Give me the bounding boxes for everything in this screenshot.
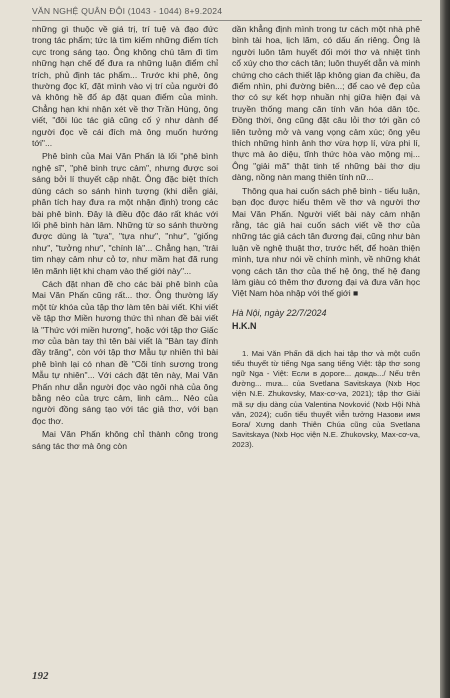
- body-paragraph: Phê bình của Mai Văn Phấn là lối "phê bình nghệ sĩ", "phê bình trực cảm", nhưng được soi sáng bởi lí thuyết cập nhật. Ông đặc biệt thích dùng cách so sánh hình tượng (khi diễn giải, phân tích hay đưa ra một nhận định) trong các bài phê bình. Đây là điều độc đáo rất khác với lối phê bình hàn lâm. Những từ so sánh thường được dùng là "tựa", "tựa như", "như", "giống như", "tưởng như", "chính là"... Chẳng hạn, "trải tim nhạy cảm như cỏ tơ, như mầm hạt đã rung lên mãnh liệt khi chạm vào thế giới này"...: [32, 151, 218, 276]
- page-number: 192: [32, 670, 49, 682]
- page-edge-shadow: [440, 0, 450, 698]
- body-paragraph: Mai Văn Phấn không chỉ thành công trong sáng tác thơ mà ông còn: [32, 429, 218, 451]
- left-column: [32, 24, 218, 454]
- body-paragraph: những gì thuộc về giá trị, trí tuệ và đạo đức trong tác phẩm; tức là tìm kiếm những điểm tích cực trong sáng tạo. Ông không chú tâm đi tìm những hạn chế để đưa ra những luận điểm chỉ trích, phủ định tác phẩm... Trước khi phê, ông thường đọc kĩ, đặt mình vào vị trí của người đó và không hề đổ áp đặt quan điểm của mình. Chẳng hạn khi nhận xét về thơ Trần Hùng, ông viết, "đôi lúc tác giả cũng cố ý như dành để người đọc về cái đích mà ông muốn hướng tới"...: [32, 24, 218, 149]
- running-header: VĂN NGHỆ QUÂN ĐỘI (1043 - 1044) 8+9.2024: [32, 6, 223, 16]
- right-column: [232, 24, 420, 453]
- body-paragraph: Thông qua hai cuốn sách phê bình - tiểu luận, bạn đọc được hiểu thêm về thơ và người thơ Mai Văn Phấn. Người viết bài này cảm nhận rằng, tác giả hai cuốn sách viết về thơ của những tác giả cách tân đương đại, cũng như bàn luận về nghệ thuật thơ, trước hết, để hoàn thiện mình, tựa như nói về chính mình, về những khát vọng cách tân thơ của thế hệ ông, thế hệ đang làm giàu có thêm thơ đương đại và đưa văn học Việt Nam hòa nhập với thế giới ■: [232, 185, 420, 299]
- signature-date: Hà Nội, ngày 22/7/2024: [232, 307, 327, 318]
- body-paragraph: Cách đặt nhan đề cho các bài phê bình của Mai Văn Phấn cũng rất... thơ. Ông thường lấy một từ khóa của tập thơ làm tên bài viết. Khi viết về tập thơ Miền hương thức thì nhan đề bài viết là "Thức với miền hương", hoặc với tập thơ Giấc mơ của bàn tay thì tên bài viết là "Bàn tay đính đầy trăng", còn với tập thơ Mẫu tự nhiên thì bài phê bình lại có nhan đề "Cõi tính sương trong Mẫu tự nhiên"... Với cách đặt tên này, Mai Văn Phấn như dẫn người đọc vào ngôi nhà của ông bằng nẻo của trực cảm, linh cảm... Nẻo của người đồng sáng tạo với tác giả thơ, với bạn đọc thơ.: [32, 278, 218, 426]
- signature-author: H.K.N: [232, 321, 257, 332]
- body-paragraph: dần khẳng định mình trong tư cách một nhà phê bình tài hoa, lịch lãm, có dấu ấn riêng. Ông là người luôn tâm huyết đối mới thơ và nhiệt tình cổ xúy cho thơ cách tân; luôn thuyết dẫn và minh chứng cho cách thiết lập không gian đa chiều, đa điểm nhìn, phi đường biên...; để cao vẻ đẹp của thơ có sự kết hợp nhuần nhị giữa hiện đại và truyền thống mang căn tính văn hóa dân tộc. Đồng thời, ông cũng đặt câu lỏi thơ tới gần có liên tưởng mở và vang vọng cảm xúc; ông yêu thích những hình ảnh thơ vừa hợp lí, vừa phi lí, thực mà ảo diệu, tĩnh thức hòa vào mộng mị... Ông "giải mã" thật tinh tế những bài thơ dịu dàng, nồng nàn mang thiên tính nữ...: [232, 24, 420, 183]
- footnote: 1. Mai Văn Phấn đã dịch hai tập thơ và một cuốn tiểu thuyết từ tiếng Nga sang tiếng Việt: tập thơ song ngữ Nga - Việt: Если в дороге... дождь.../ Nếu trên đường... mưa... của Svetlana Savitskaya (Nxb Học viện N.E. Zhukovsky, Max-cơ-va, 2021); tập thơ Giải mã sự dịu dàng của Valentina Novković (Nxb Hội Nhà văn, 2024); cuốn tiểu thuyết viễn tưởng Назови имя Бога/ Xưng danh Thiên Chúa cũng của Svetlana Savitskaya (Nxb Học viện N.E. Zhukovsky, Max-cơ-va, 2023).: [232, 348, 420, 450]
- header-rule: [32, 20, 422, 21]
